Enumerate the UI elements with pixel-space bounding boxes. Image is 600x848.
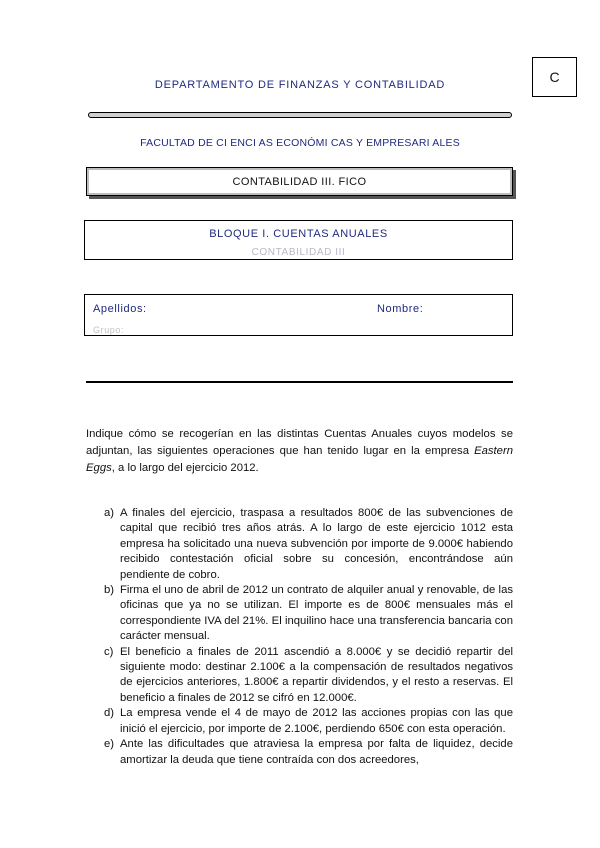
name-label: Nombre: — [377, 303, 424, 315]
item-text: Firma el uno de abril de 2012 un contrato de alquiler anual y renovable, de las oficinas que ya no se utilizan. El importe es de 800€ mensuales más el correspondiente IVA del 21%. El inquilino hace una transferencia bancaria con carácter mensual. — [120, 584, 513, 643]
item-letter: e) — [104, 738, 115, 751]
company-name: Eastern Eggs — [86, 445, 513, 474]
surname-label: Apellidos: — [93, 303, 147, 315]
subject-box — [86, 167, 513, 196]
item-letter: b) — [104, 584, 115, 597]
list-item — [86, 645, 513, 707]
student-info-box[interactable] — [84, 294, 513, 336]
list-item — [86, 506, 513, 583]
instructions-paragraph — [86, 426, 513, 477]
operations-list — [86, 506, 513, 768]
header-divider — [88, 112, 512, 118]
list-item — [86, 583, 513, 645]
item-text: La empresa vende el 4 de mayo de 2012 las acciones propias con las que inició el ejercicio, por importe de 2.100€, perdiendo 650€ con esta operación. — [120, 707, 513, 735]
faculty-title: FACULTAD DE CI ENCI AS ECONÓMI CAS Y EMPRESARI ALES — [140, 137, 460, 149]
exam-version-box — [532, 57, 577, 97]
department-title: DEPARTAMENTO DE FINANZAS Y CONTABILIDAD — [154, 79, 446, 91]
block-box — [84, 220, 513, 260]
item-letter: d) — [104, 707, 115, 720]
instructions-text: Indique cómo se recogerían en las distintas Cuentas Anuales cuyos modelos se adjuntan, las siguientes operaciones que han tenido lugar en la empresa — [86, 428, 513, 457]
item-text: A finales del ejercicio, traspasa a resultados 800€ de las subvenciones de capital que recibió tres años atrás. A lo largo de este ejercicio 1012 esta empresa ha solicitado una nueva subvención por importe de 9.000€ habiendo recibido contestación oficial sobre su concesión, encontrándose aún pendiente de cobro. — [120, 507, 513, 581]
subject-title: CONTABILIDAD III. FICO — [232, 175, 367, 188]
item-text: El beneficio a finales de 2011 ascendió a 8.000€ y se decidió repartir del siguiente modo: destinar 2.100€ a la compensación de resultados negativos de ejercicios anteriores, 1.800€ a repartir dividendos, y el resto a reservas. El beneficio a finales de 2012 se cifró en 12.000€. — [120, 645, 513, 704]
exam-version-letter: C — [549, 69, 560, 85]
instructions-text-end: , a lo largo del ejercicio 2012. — [111, 462, 259, 474]
list-item — [86, 706, 513, 737]
item-text: Ante las dificultades que atraviesa la empresa por falta de liquidez, decide amortizar la deuda que tiene contraída con dos acreedores, — [120, 738, 513, 766]
section-divider — [86, 381, 513, 383]
group-label: Grupo: — [93, 325, 125, 335]
block-title: BLOQUE I. CUENTAS ANUALES — [209, 228, 388, 240]
list-item — [86, 737, 513, 768]
item-letter: c) — [104, 645, 114, 658]
block-subtitle: CONTABILIDAD III — [251, 247, 346, 258]
item-letter: a) — [104, 507, 115, 519]
